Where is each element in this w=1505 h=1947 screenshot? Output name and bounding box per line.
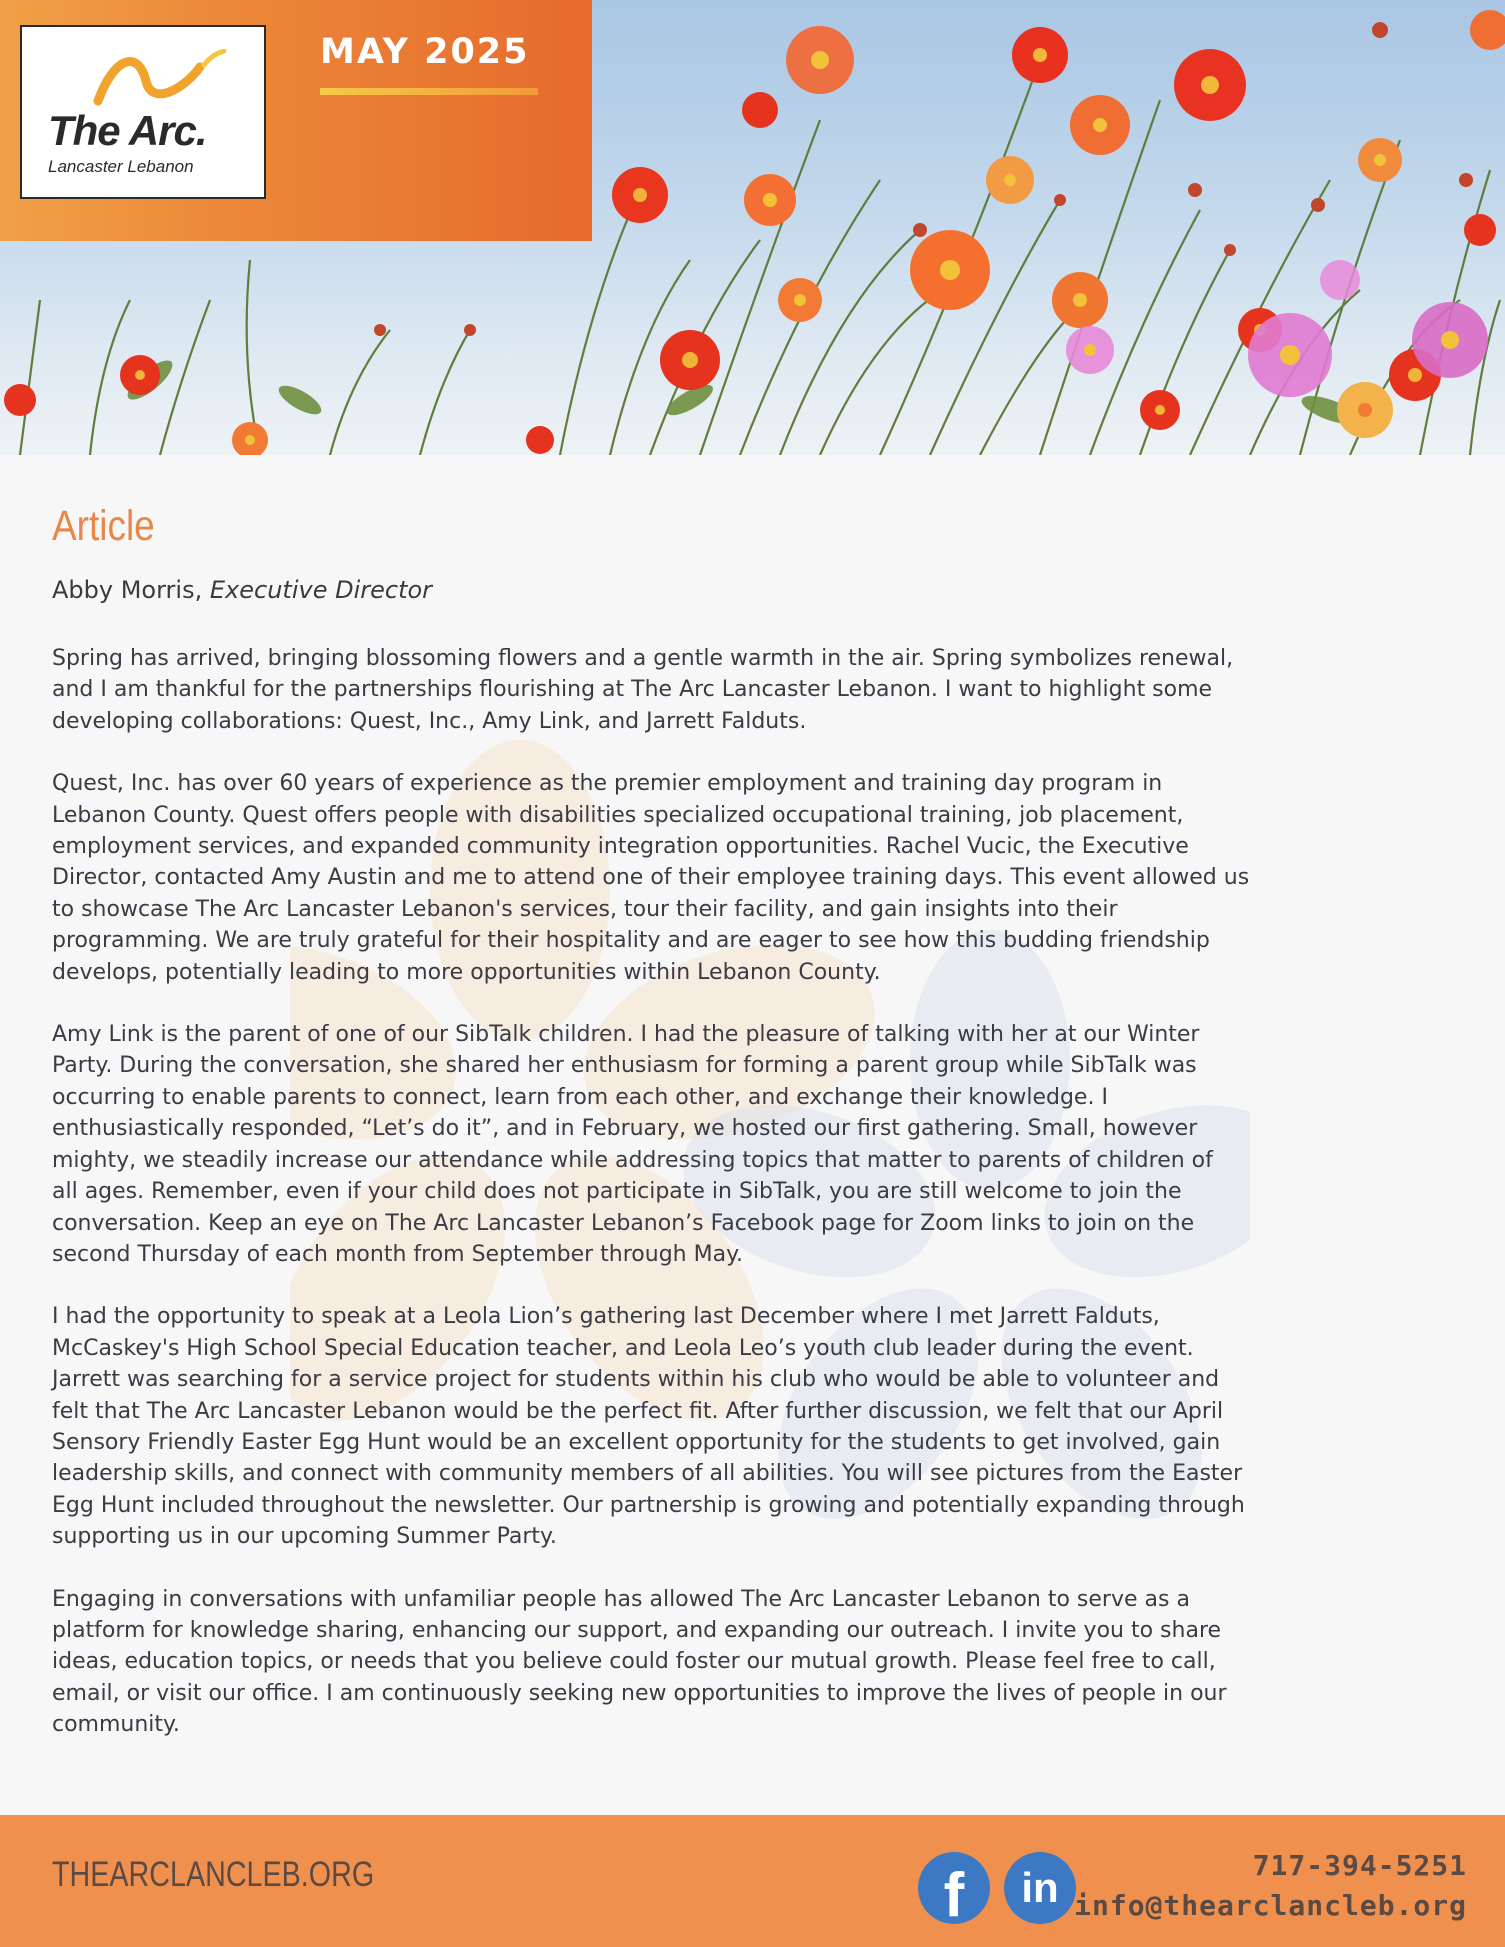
issue-date-underline [320, 88, 538, 95]
text-line: employment services, and expanded community integration opportunities. Rachel Vucic, the Executive [52, 834, 1189, 860]
text-line: to showcase The Arc Lancaster Lebanon's services, tour their facility, and gain insights into their [52, 896, 1118, 922]
logo-subtitle: Lancaster Lebanon [48, 157, 194, 176]
text-line: leadership skills, and connect with community members of all abilities. You will see pictures from the Easter [52, 1461, 1243, 1487]
text-line: Jarrett was searching for a service project for students within his club who would be able to volunteer and [52, 1367, 1220, 1393]
text-line: programming. We are truly grateful for their hospitality and are eager to see how this budding friendship [52, 928, 1210, 954]
byline [52, 576, 432, 604]
text-line: McCaskey's High School Special Education teacher, and Leola Leo’s youth club leader during the event. [52, 1335, 1194, 1361]
issue-date: MAY 2025 [320, 32, 530, 72]
text-line: mighty, we steadily increase our attendance while addressing topics that matter to parents of children of [52, 1147, 1213, 1173]
text-line: develops, potentially leading to more opportunities within Lebanon County. [52, 959, 881, 985]
paragraph [52, 768, 1452, 988]
linkedin-icon[interactable] [1004, 1852, 1076, 1924]
paragraph [52, 1584, 1452, 1741]
text-line: Egg Hunt included throughout the newsletter. Our partnership is growing and potentially expanding through [52, 1492, 1245, 1518]
text-line: platform for knowledge sharing, enhancing our support, and expanding our outreach. I invite you to share [52, 1617, 1222, 1643]
text-line: developing collaborations: Quest, Inc., Amy Link, and Jarrett Falduts. [52, 708, 807, 734]
arc-logo-icon [92, 49, 242, 109]
text-line: Party. During the conversation, she shared her enthusiasm for forming a parent group while SibTalk was [52, 1053, 1197, 1079]
text-line: occurring to enable parents to connect, learn from each other, and exchange their knowledge. I [52, 1084, 1108, 1110]
text-line: Quest, Inc. has over 60 years of experience as the premier employment and training day program in [52, 771, 1163, 797]
text-line: Amy Link is the parent of one of our SibTalk children. I had the pleasure of talking with her at our Winter [52, 1022, 1200, 1048]
logo[interactable] [20, 25, 266, 199]
text-line: I had the opportunity to speak at a Leola Lion’s gathering last December where I met Jarrett Falduts, [52, 1304, 1160, 1330]
linkedin-glyph: in [1021, 1864, 1059, 1911]
footer [0, 1815, 1505, 1947]
text-line: conversation. Keep an eye on The Arc Lancaster Lebanon’s Facebook page for Zoom links to join on the [52, 1210, 1195, 1236]
paragraph [52, 1019, 1452, 1270]
text-line: community. [52, 1712, 180, 1738]
text-line: all ages. Remember, even if your child does not participate in SibTalk, you are still welcome to join the [52, 1179, 1182, 1205]
paragraph [52, 1301, 1452, 1552]
website-link[interactable]: THEARCLANCLEB.ORG [52, 1855, 375, 1894]
author-role: Executive Director [209, 576, 433, 604]
text-line: Director, contacted Amy Austin and me to attend one of their employee training days. This event allowed us [52, 865, 1250, 891]
text-line: and I am thankful for the partnerships flourishing at The Arc Lancaster Lebanon. I want to highlight some [52, 677, 1213, 703]
phone-number[interactable]: 717-394-5251 [1252, 1849, 1467, 1882]
text-line: ideas, education topics, or needs that you believe could foster our mutual growth. Please feel free to call, [52, 1649, 1216, 1675]
header-banner [0, 0, 1505, 455]
text-line: second Thursday of each month from September through May. [52, 1241, 743, 1267]
text-line: Lebanon County. Quest offers people with disabilities specialized occupational training, job placement, [52, 802, 1184, 828]
text-line: Spring has arrived, bringing blossoming flowers and a gentle warmth in the air. Spring symbolizes renewal, [52, 646, 1234, 671]
text-line: felt that The Arc Lancaster Lebanon would be the perfect fit. After further discussion, we felt that our April [52, 1398, 1224, 1424]
facebook-icon[interactable] [918, 1852, 990, 1930]
section-title: Article [52, 502, 155, 550]
text-line: enthusiastically responded, “Let’s do it”, and in February, we hosted our first gathering. Small, however [52, 1116, 1198, 1142]
email-link[interactable]: info@thearclancleb.org [1074, 1889, 1467, 1922]
paragraph [52, 643, 1452, 737]
text-line: Sensory Friendly Easter Egg Hunt would be an excellent opportunity for the students to get involved, gain [52, 1429, 1221, 1455]
facebook-glyph: f [943, 1860, 965, 1930]
article-body [52, 643, 1452, 1772]
text-line: supporting us in our upcoming Summer Party. [52, 1524, 557, 1550]
text-line: Engaging in conversations with unfamiliar people has allowed The Arc Lancaster Lebanon to serve as a [52, 1586, 1190, 1612]
author-name: Abby Morris, [52, 576, 203, 604]
logo-name: The Arc. [48, 107, 207, 154]
text-line: email, or visit our office. I am continuously seeking new opportunities to improve the lives of people in our [52, 1680, 1227, 1706]
logo-panel [0, 0, 592, 241]
